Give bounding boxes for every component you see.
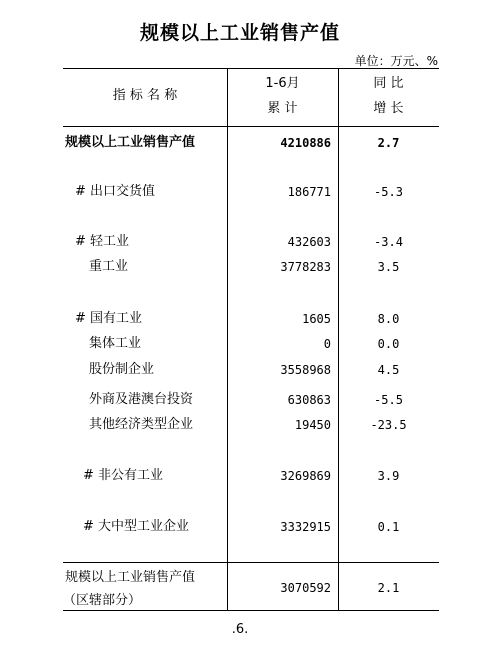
district-name-line1: 规模以上工业销售产值 bbox=[65, 570, 196, 585]
row-value: 186771 bbox=[287, 185, 331, 199]
row-growth: 2.7 bbox=[377, 136, 400, 150]
row-value: 3558968 bbox=[280, 363, 331, 377]
data-table bbox=[63, 68, 439, 611]
row-growth: 0.0 bbox=[377, 337, 400, 351]
header-cumulative: 累 计 bbox=[267, 101, 298, 116]
row-growth: -5.3 bbox=[374, 185, 403, 199]
row-value: 630863 bbox=[287, 393, 331, 407]
row-name: 集体工业 bbox=[89, 336, 142, 351]
row-growth: -5.5 bbox=[374, 393, 403, 407]
page-title: 规模以上工业销售产值 bbox=[139, 22, 340, 44]
header-indicator: 指 标 名 称 bbox=[112, 88, 178, 103]
row-value: 4210886 bbox=[280, 136, 331, 150]
row-name: # 轻工业 bbox=[75, 234, 130, 249]
row-value: 19450 bbox=[294, 418, 331, 432]
row-value: 1605 bbox=[302, 312, 331, 326]
row-growth: 3.9 bbox=[377, 469, 400, 483]
row-name: # 国有工业 bbox=[75, 311, 143, 326]
unit-label: 单位：万元、% bbox=[354, 54, 438, 68]
table-bottom-rule bbox=[63, 610, 439, 611]
row-growth: 8.0 bbox=[377, 312, 400, 326]
table-top-rule bbox=[63, 68, 439, 69]
row-value: 432603 bbox=[287, 235, 331, 249]
district-value: 3070592 bbox=[280, 581, 331, 595]
row-name: 其他经济类型企业 bbox=[89, 417, 194, 432]
row-value: 3778283 bbox=[280, 260, 331, 274]
row-growth: 4.5 bbox=[377, 363, 400, 377]
row-name: 规模以上工业销售产值 bbox=[65, 135, 196, 150]
row-name: # 大中型工业企业 bbox=[83, 519, 190, 534]
row-name: # 非公有工业 bbox=[83, 468, 164, 483]
row-name: 股份制企业 bbox=[89, 362, 155, 377]
page-number: .6. bbox=[231, 622, 249, 637]
row-name: 外商及港澳台投资 bbox=[89, 392, 194, 407]
row-growth: 0.1 bbox=[377, 520, 400, 534]
row-growth: -23.5 bbox=[370, 418, 407, 432]
row-growth: 3.5 bbox=[377, 260, 400, 274]
district-top-rule bbox=[63, 562, 439, 563]
district-name-line2: （区辖部分） bbox=[63, 593, 142, 608]
row-growth: -3.4 bbox=[374, 235, 403, 249]
header-yoy-top: 同 比 bbox=[373, 76, 404, 91]
row-value: 3269869 bbox=[280, 469, 331, 483]
row-value: 3332915 bbox=[280, 520, 331, 534]
row-name: 重工业 bbox=[89, 259, 129, 274]
header-period: 1-6月 bbox=[265, 76, 300, 91]
header-bottom-rule bbox=[63, 126, 439, 127]
row-name: # 出口交货值 bbox=[75, 184, 156, 199]
header-yoy-bottom: 增 长 bbox=[373, 101, 404, 116]
row-value: 0 bbox=[323, 337, 331, 351]
district-growth: 2.1 bbox=[377, 581, 400, 595]
